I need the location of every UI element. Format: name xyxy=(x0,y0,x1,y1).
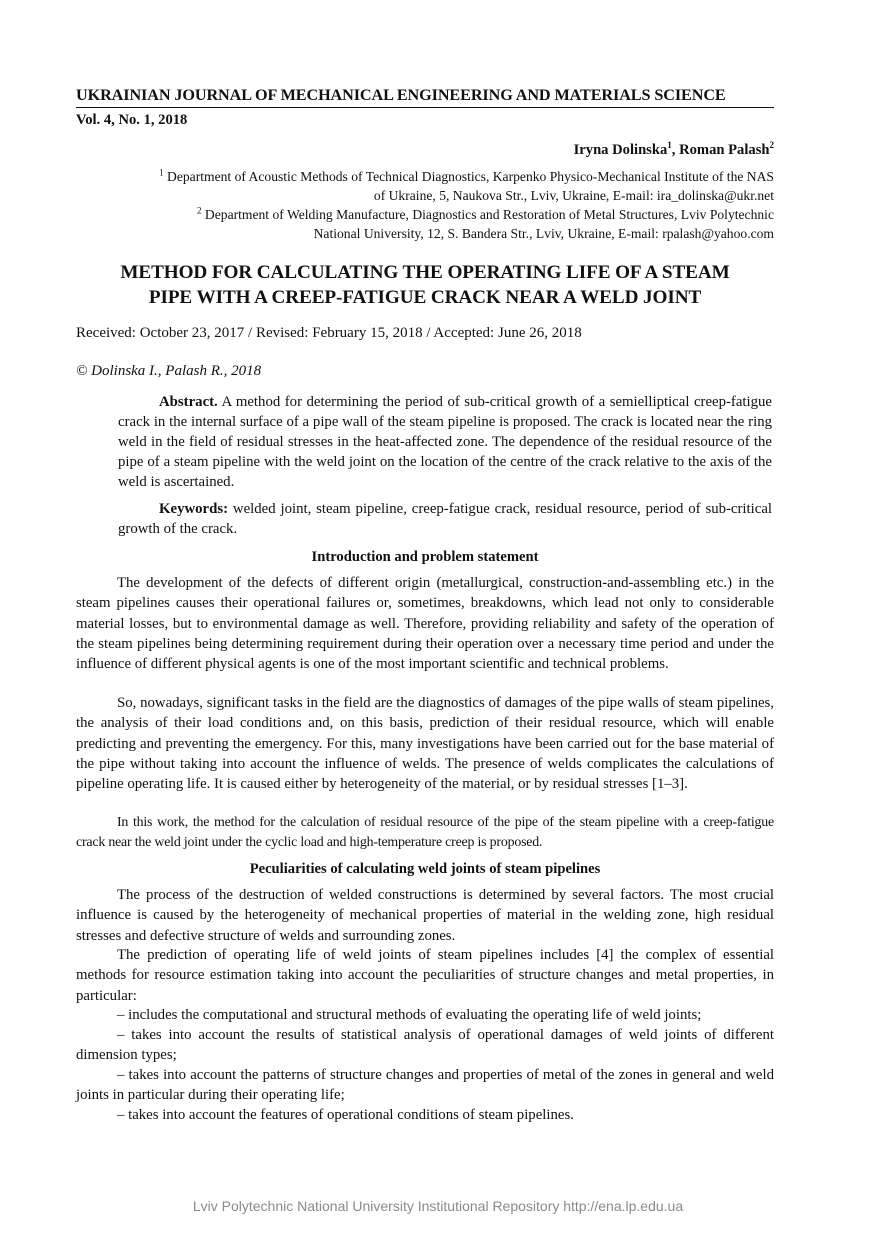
list-item: – takes into account the results of statistical analysis of operational damages of weld joints of different dimension types; xyxy=(76,1027,774,1064)
affiliation-line: National University, 12, S. Bandera Str., Lviv, Ukraine, E-mail: rpalash@yahoo.com xyxy=(313,226,774,241)
keywords-label: Keywords: xyxy=(159,501,229,517)
article-title xyxy=(76,260,774,310)
paragraph: So, nowadays, significant tasks in the field are the diagnostics of damages of the pipe walls of steam pipelines, the analysis of their load conditions and, on this basis, prediction of their residual resource, which will enable predicting and preventing the emergency. For this, many investigations have been carried out for the base material of the pipe without taking into account the influence of welds. The presence of welds complicates the calculations of pipeline operating life. It is caused either by heterogeneity of the material, or by residual stresses [1–3]. xyxy=(76,695,774,793)
paragraph: In this work, the method for the calculation of residual resource of the pipe of the steam pipeline with a creep-fatigue crack near the weld joint under the cyclic load and high-temperature creep is proposed. xyxy=(76,815,774,851)
header-rule xyxy=(76,107,774,108)
section-heading: Peculiarities of calculating weld joints of steam pipelines xyxy=(249,861,601,877)
author-name: Roman Palash xyxy=(679,142,770,158)
keywords-text: welded joint, steam pipeline, creep-fatigue crack, residual resource, period of sub-critical growth of the crack. xyxy=(118,501,772,537)
affiliation-mark: 2 xyxy=(197,205,202,216)
repository-footer: Lviv Polytechnic National University Institutional Repository http://ena.lp.edu.ua xyxy=(192,1198,684,1214)
affiliation-line: of Ukraine, 5, Naukova Str., Lviv, Ukraine, E-mail: ira_dolinska@ukr.net xyxy=(373,188,774,203)
copyright-line: © Dolinska I., Palash R., 2018 xyxy=(76,363,262,379)
affiliation-2 xyxy=(74,205,774,243)
section-heading: Introduction and problem statement xyxy=(311,549,539,565)
abstract xyxy=(118,392,772,492)
article-dates: Received: October 23, 2017 / Revised: February 15, 2018 / Accepted: June 26, 2018 xyxy=(76,325,582,341)
author-mark: 2 xyxy=(769,140,774,151)
volume-info: Vol. 4, No. 1, 2018 xyxy=(76,112,188,128)
article-title-line: PIPE WITH A CREEP-FATIGUE CRACK NEAR A WELD JOINT xyxy=(148,287,702,308)
affiliation-line: Department of Welding Manufacture, Diagnostics and Restoration of Metal Structures, Lviv Polytechnic xyxy=(204,207,774,222)
journal-title: UKRAINIAN JOURNAL OF MECHANICAL ENGINEERING AND MATERIALS SCIENCE xyxy=(76,86,726,104)
authors-line: Iryna Dolinska$^1$, Roman Palash$^2$ xyxy=(573,140,774,158)
author-mark: 1 xyxy=(667,140,672,151)
affiliation-1 xyxy=(74,167,774,205)
abstract-label: Abstract. xyxy=(159,394,218,410)
paragraph: The development of the defects of different origin (metallurgical, construction-and-assembling etc.) in the steam pipelines causes their operational failures or, sometimes, breakdowns, which lead not only to considerable material losses, but to environmental damage as well. Therefore, providing reliability and safety of the operation of the steam pipelines being determining requirement during their operation over a necessary time period and under the influence of different physical agents is one of the most important scientific and technical problems. xyxy=(76,575,774,673)
affiliation-mark: 1 xyxy=(159,167,164,178)
keywords xyxy=(118,499,772,539)
affiliation-line: Department of Acoustic Methods of Technical Diagnostics, Karpenko Physico-Mechanical Institute of the NAS xyxy=(167,169,774,184)
list-item: – takes into account the patterns of structure changes and properties of metal of the zones in general and weld joints in particular during their operating life; xyxy=(76,1067,774,1104)
list-item: – takes into account the features of operational conditions of steam pipelines. xyxy=(117,1107,574,1123)
paragraph: The prediction of operating life of weld joints of steam pipelines includes [4] the complex of essential methods for resource estimation taking into account the peculiarities of structure changes and metal properties, in particular: xyxy=(76,947,774,1004)
abstract-text: A method for determining the period of sub-critical growth of a semielliptical creep-fatigue crack in the internal surface of a pipe wall of the steam pipeline is proposed. The crack is located near the ring weld in the field of residual stresses in the heat-affected zone. The dependence of the residual resource of the pipe of a steam pipeline with the weld joint on the location of the centre of the crack relative to the axis of the weld is ascertained. xyxy=(118,394,772,490)
paragraph: The process of the destruction of welded constructions is determined by several factors. The most crucial influence is caused by the heterogeneity of mechanical properties of material in the welding zone, high residual stresses and defective structure of welds and surrounding zones. xyxy=(76,887,774,944)
author-name: Iryna Dolinska xyxy=(573,142,668,158)
list-item: – includes the computational and structural methods of evaluating the operating life of weld joints; xyxy=(117,1007,702,1023)
article-title-line: METHOD FOR CALCULATING THE OPERATING LIFE OF A STEAM xyxy=(120,262,730,283)
